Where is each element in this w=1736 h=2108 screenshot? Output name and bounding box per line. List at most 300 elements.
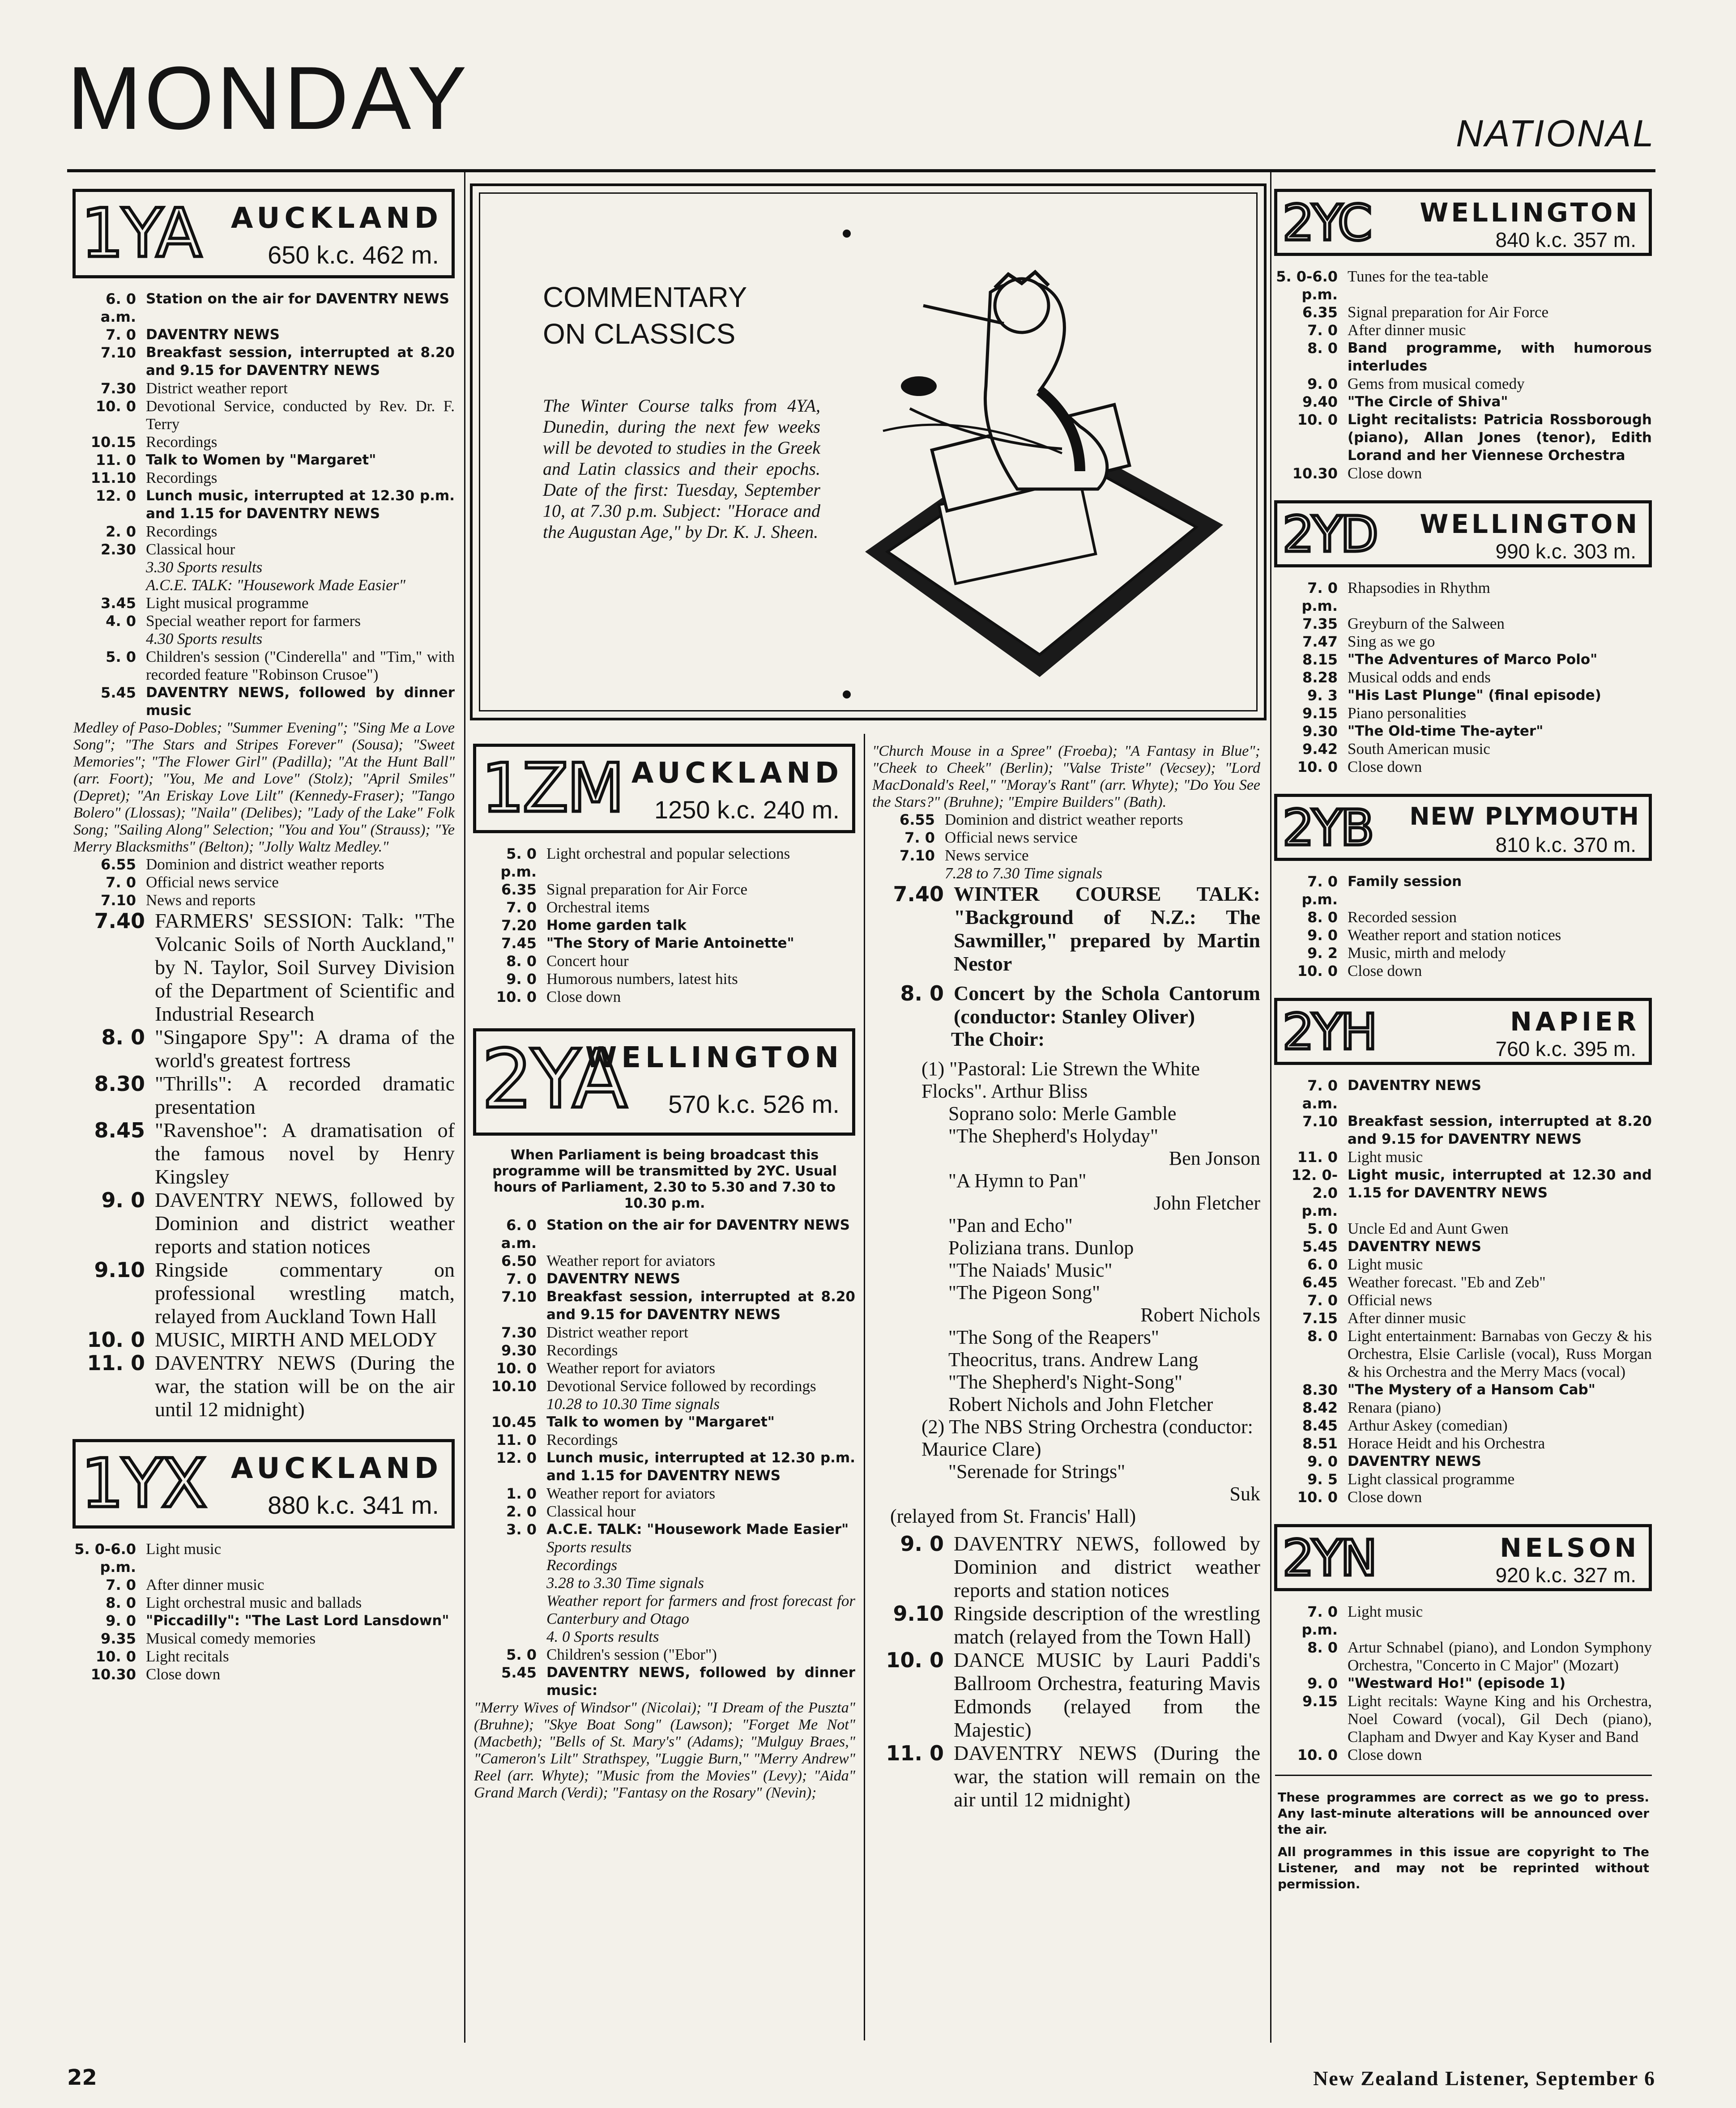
city-2yn: NELSON [1500, 1533, 1640, 1563]
schedule-row [73, 1594, 455, 1612]
city-1zm: AUCKLAND [631, 757, 843, 790]
schedule-time: 10. 0 [496, 988, 537, 1005]
schedule-description: Close down [546, 988, 621, 1005]
station-header-2yn [1274, 1524, 1652, 1591]
freq-2yd: 990 k.c. 303 m. [1495, 540, 1636, 563]
choir-line: Soprano solo: Merle Gamble [948, 1103, 1177, 1124]
choir-line: John Fletcher [1153, 1192, 1260, 1214]
schedule-time: 5. 0 [506, 1646, 537, 1663]
schedule-description: Signal preparation for Air Force [1348, 303, 1549, 321]
schedule-time: 6.50 [501, 1252, 537, 1269]
schedule-description: District weather report [146, 379, 288, 397]
schedule-row [1275, 669, 1652, 686]
schedule-description: 10.28 to 10.30 Time signals [546, 1395, 720, 1413]
schedule-row [1275, 1692, 1652, 1746]
choir-line: "The Naiads' Music" [948, 1259, 1113, 1281]
schedule-row [73, 451, 455, 469]
schedule-description: Light classical programme [1348, 1470, 1515, 1488]
schedule-description: News and reports [146, 891, 256, 909]
schedule-row [73, 1026, 455, 1072]
schedule-row [73, 1540, 455, 1576]
poet-illustration [829, 238, 1232, 690]
schedule-description: Light recitals: Wayne King and his Orchestra, Noel Coward (vocal), Gil Dech (piano), Clapham and Dwyer and Kay Kyser and Band [1348, 1692, 1652, 1746]
schedule-row [1275, 908, 1652, 926]
schedule-description: Special weather report for farmers [146, 612, 361, 630]
schedule-time: 8.42 [1302, 1399, 1338, 1416]
schedule-description: Light musical programme [146, 594, 309, 612]
schedule-row [474, 952, 855, 970]
schedule-time: 10. 0 [496, 1360, 537, 1377]
schedule-description: "Singapore Spy": A drama of the world's greatest fortress [155, 1026, 455, 1072]
schedule-description: Classical hour [146, 541, 235, 558]
schedule-time: 10. 0 [1297, 1746, 1338, 1763]
schedule-row [73, 856, 455, 873]
schedule-row [1275, 758, 1652, 776]
schedule-description: "Ravenshoe": A dramatisation of the famous novel by Henry Kingsley [155, 1119, 455, 1188]
schedule-time: 9.40 [1302, 393, 1338, 410]
schedule-description: Musical comedy memories [146, 1630, 316, 1647]
schedule-description: Devotional Service followed by recordings [546, 1377, 816, 1395]
schedule-time: 7. 0 p.m. [1301, 579, 1338, 614]
schedule-time: 6. 0 a.m. [501, 1217, 537, 1252]
schedule-time: 8.51 [1302, 1435, 1338, 1452]
schedule-row [474, 899, 855, 916]
schedule-description: A.C.E. TALK: "Housework Made Easier" [146, 576, 405, 594]
schedule-row [474, 916, 855, 934]
schedule-time: 10. 0 [87, 1328, 145, 1352]
schedule-description: Recordings [546, 1341, 618, 1359]
schedule-description: FARMERS' SESSION: Talk: "The Volcanic Soils of North Auckland," by N. Taylor, Soil Survey Division of the Department of Scientific and Industrial Research [155, 909, 455, 1025]
schedule-description: Light music [1348, 1256, 1423, 1273]
column-divider [464, 172, 465, 2043]
schedule-row [1275, 1327, 1652, 1381]
schedule-description: 4. 0 Sports results [546, 1628, 659, 1645]
station-header-2yb [1274, 794, 1652, 861]
column-1yа [67, 179, 461, 1683]
schedule-row [872, 864, 1260, 882]
choir-line: Suk [1229, 1483, 1260, 1505]
schedule-row [1275, 1381, 1652, 1399]
schedule-description: Weather report for aviators [546, 1485, 716, 1502]
city-1yx: AUCKLAND [230, 1452, 443, 1485]
schedule-description: DAVENTRY NEWS [1348, 1239, 1481, 1255]
schedule-description: Recordings [546, 1431, 618, 1448]
schedule-time: 5. 0 p.m. [500, 845, 537, 880]
schedule-time: 11. 0 [95, 451, 136, 468]
schedule-description: Talk to Women by "Margaret" [146, 452, 376, 468]
schedule-row [1275, 303, 1652, 321]
schedule-time: 9. 2 [1307, 945, 1338, 962]
schedule-description: Weather report for farmers and frost forecast for Canterbury and Otago [546, 1592, 855, 1627]
freq-2yc: 840 k.c. 357 m. [1495, 228, 1636, 251]
schedule-description: "The Old-time The-ayter" [1348, 723, 1544, 739]
top-rule [67, 169, 1655, 172]
callsign-2ya: 2YA [482, 1033, 626, 1126]
page-number: 22 [67, 2065, 97, 2090]
schedule-description: Light recitals [146, 1648, 229, 1665]
schedule-description: After dinner music [1348, 1309, 1466, 1327]
schedule-description: "His Last Plunge" (final episode) [1348, 687, 1601, 703]
schedule-time: 7.47 [1302, 633, 1338, 650]
schedule-description: MUSIC, MIRTH AND MELODY [155, 1328, 438, 1351]
schedule-description: Rhapsodies in Rhythm [1348, 579, 1490, 596]
schedule-time: 9.30 [501, 1342, 537, 1359]
schedule-row [1275, 873, 1652, 908]
freq-2yb: 810 k.c. 370 m. [1495, 833, 1636, 856]
city-2yc: WELLINGTON [1420, 197, 1640, 228]
schedule-row [1275, 1166, 1652, 1220]
schedule-row [474, 1288, 855, 1324]
schedule-row [1275, 393, 1652, 411]
schedule-row [1275, 1674, 1652, 1692]
schedule-description: Close down [1348, 1746, 1422, 1763]
schedule-row [73, 1576, 455, 1594]
schedule-row [474, 881, 855, 899]
schedule-description: Recorded session [1348, 908, 1457, 926]
schedule-row [73, 873, 455, 891]
schedule-2ya [468, 1216, 862, 1699]
schedule-time: 8. 0 [1307, 1639, 1338, 1656]
schedule-row [1275, 704, 1652, 722]
schedule-description: Lunch music, interrupted at 12.30 p.m. and 1.15 for DAVENTRY NEWS [546, 1450, 855, 1484]
freq-1zm: 1250 k.c. 240 m. [654, 796, 840, 824]
freq-2yn: 920 k.c. 327 m. [1495, 1563, 1636, 1587]
schedule-row [474, 1646, 855, 1664]
schedule-description: 3.28 to 3.30 Time signals [546, 1574, 704, 1592]
choir-line: "Serenade for Strings" [948, 1461, 1126, 1482]
schedule-time: 8. 0 [1307, 909, 1338, 926]
schedule-row [474, 1628, 855, 1646]
schedule-row [1275, 1077, 1652, 1112]
schedule-description: Close down [1348, 464, 1422, 482]
schedule-description: Classical hour [546, 1503, 636, 1520]
schedule-time: 10. 0 [1297, 411, 1338, 428]
schedule-time: 8.45 [94, 1118, 145, 1142]
schedule-description: "Thrills": A recorded dramatic presentation [155, 1072, 455, 1118]
schedule-time: 10. 0 [886, 1648, 944, 1672]
schedule-row [73, 1351, 455, 1421]
schedule-row [474, 1485, 855, 1503]
schedule-2yd [1269, 579, 1658, 776]
schedule-time: 8.30 [1302, 1381, 1338, 1398]
schedule-time: 8. 0 [101, 1025, 145, 1049]
schedule-row [474, 1592, 855, 1628]
station-header-2yc [1274, 189, 1652, 256]
callsign-2yd: 2YD [1283, 506, 1377, 563]
schedule-row [1275, 321, 1652, 339]
schedule-time: 5.45 [101, 684, 136, 701]
schedule-2ya-2 [866, 811, 1267, 882]
schedule-row [1275, 339, 1652, 375]
column-2yc-2yn [1269, 179, 1658, 1892]
schedule-row [1275, 1291, 1652, 1309]
schedule-time: 7.35 [1302, 615, 1338, 632]
schedule-row [474, 1556, 855, 1574]
schedule-time: 7.10 [101, 892, 136, 909]
schedule-time: 7. 0 p.m. [1301, 873, 1338, 908]
schedule-description: Light music [1348, 1148, 1423, 1166]
schedule-description: 7.28 to 7.30 Time signals [945, 864, 1102, 882]
schedule-row [73, 576, 455, 594]
schedule-time: 5. 0 [106, 648, 136, 665]
schedule-row [474, 1341, 855, 1359]
callsign-2yc: 2YC [1283, 194, 1370, 251]
schedule-description: DAVENTRY NEWS, followed by dinner music: [546, 1665, 855, 1699]
schedule-time: 10.30 [90, 1666, 136, 1683]
schedule-description: DAVENTRY NEWS, followed by Dominion and district weather reports and station notices [954, 1532, 1260, 1601]
schedule-1ya [67, 290, 461, 720]
schedule-time: 2.30 [101, 541, 136, 558]
schedule-description: Arthur Askey (comedian) [1348, 1417, 1508, 1434]
schedule-description: Breakfast session, interrupted at 8.20 and 9.15 for DAVENTRY NEWS [146, 345, 455, 379]
station-header-2ya [473, 1028, 855, 1136]
schedule-description: Ringside description of the wrestling match (relayed from the Town Hall) [954, 1602, 1260, 1648]
schedule-time: 12. 0-2.0 p.m. [1291, 1167, 1338, 1219]
schedule-time: 9. 0 [1307, 375, 1338, 392]
schedule-time: 6.55 [101, 856, 136, 873]
schedule-description: Horace Heidt and his Orchestra [1348, 1435, 1545, 1452]
schedule-description: Light orchestral and popular selections [546, 845, 790, 862]
schedule-description: Recordings [146, 523, 218, 540]
publication-line: New Zealand Listener, September 6 [1313, 2067, 1655, 2090]
schedule-time: 9.15 [1302, 705, 1338, 722]
schedule-description: After dinner music [146, 1576, 264, 1593]
schedule-time: 9. 0 [506, 971, 537, 988]
choir-line: "A Hymn to Pan" [948, 1170, 1087, 1192]
schedule-description: "Westward Ho!" (episode 1) [1348, 1675, 1566, 1691]
schedule-time: 6.35 [1302, 304, 1338, 321]
schola-concert: 8. 0 Concert by the Schola Cantorum (conductor: Stanley Oliver) [900, 981, 1260, 1028]
feature-box [470, 183, 1267, 720]
schedule-description: District weather report [546, 1324, 688, 1341]
schedule-description: 4.30 Sports results [146, 630, 263, 647]
schedule-row [73, 397, 455, 433]
station-header-2yd [1274, 500, 1652, 567]
schedule-time: 9. 5 [1307, 1471, 1338, 1488]
bullet-dot [843, 690, 851, 698]
schedule-description: Close down [1348, 1488, 1422, 1506]
schedule-row [1275, 411, 1652, 464]
schedule-time: 9.15 [1302, 1693, 1338, 1710]
schedule-description: Sports results [546, 1538, 632, 1556]
schedule-time: 10.15 [90, 434, 136, 451]
schedule-row [73, 1648, 455, 1665]
schedule-time: 7.10 [900, 847, 935, 864]
schedule-description: Lunch music, interrupted at 12.30 p.m. and 1.15 for DAVENTRY NEWS [146, 488, 455, 522]
schedule-time [474, 1556, 546, 1574]
schedule-description: Recordings [146, 469, 218, 486]
schedule-row [1275, 1639, 1652, 1674]
city-2ya: WELLINGTON [585, 1041, 843, 1074]
schedule-description: DAVENTRY NEWS [146, 327, 280, 343]
schedule-description: Light recitalists: Patricia Rossborough (piano), Allan Jones (tenor), Edith Lorand and her Viennese Orchestra [1348, 412, 1652, 464]
schedule-row [73, 684, 455, 720]
schedule-description: Gems from musical comedy [1348, 375, 1525, 392]
schedule-row [872, 1742, 1260, 1811]
schedule-description: Concert hour [546, 952, 629, 970]
schedule-time: 7.30 [501, 1324, 537, 1341]
schedule-time: 7. 0 [106, 874, 136, 891]
schedule-row [474, 1413, 855, 1431]
schedule-row [474, 1252, 855, 1270]
schedule-description: Dominion and district weather reports [146, 856, 384, 873]
schedule-row [474, 1324, 855, 1341]
schedule-row [474, 1503, 855, 1520]
schedule-time: 7.30 [101, 380, 136, 397]
schedule-description: DAVENTRY NEWS (During the war, the station will remain on the air until 12 midnight) [954, 1742, 1260, 1811]
schedule-row [73, 523, 455, 541]
schedule-description: DAVENTRY NEWS (During the war, the station will be on the air until 12 midnight) [155, 1351, 455, 1421]
schedule-description: DANCE MUSIC by Lauri Paddi's Ballroom Orchestra, featuring Mavis Edmonds (relayed from the Majestic) [954, 1648, 1260, 1741]
schedule-time: 7.15 [1302, 1310, 1338, 1327]
schedule-description: Weather report and station notices [1348, 926, 1561, 944]
schedule-time: 9. 0 [101, 1188, 145, 1212]
schedule-description: DAVENTRY NEWS, followed by dinner music [146, 685, 455, 719]
station-header-1zm [473, 744, 855, 833]
schedule-row [474, 845, 855, 881]
schedule-time [474, 1395, 546, 1413]
feature-body: The Winter Course talks from 4YA, Dunedin, during the next few weeks will be devoted to studies in the Greek and Latin classics and their epochs. Date of the first: Tuesday, September 10, at 7.30 p.m. Subject: "Horace and the Augustan Age," by Dr. K. J. Sheen. [543, 396, 820, 542]
schedule-time: 9. 0 [1307, 1675, 1338, 1692]
callsign-1ya: 1YA [81, 195, 200, 273]
schedule-row [1275, 1112, 1652, 1148]
schedule-time: 7.10 [501, 1288, 537, 1305]
schedule-time: 3.45 [101, 595, 136, 612]
schedule-row [1275, 579, 1652, 615]
schedule-time: 7.10 [1302, 1113, 1338, 1130]
schedule-row [73, 891, 455, 909]
schedule-time: 5. 0-6.0 p.m. [1276, 268, 1338, 303]
schedule-time: 8. 0 [106, 1594, 136, 1611]
column-2ya-evening [866, 734, 1267, 1811]
schedule-time: 8. 0 [506, 953, 537, 970]
schedule-row [1275, 740, 1652, 758]
schedule-time: 7. 0 [106, 326, 136, 343]
evening-2ya [866, 1532, 1267, 1811]
schedule-description: Family session [1348, 873, 1462, 890]
schedule-2yh [1269, 1077, 1658, 1506]
freq-2yh: 760 k.c. 395 m. [1495, 1037, 1636, 1060]
schedule-description: After dinner music [1348, 321, 1466, 339]
schedule-description: Light music, interrupted at 12.30 and 1.15 for DAVENTRY NEWS [1348, 1167, 1652, 1201]
schedule-time: 10. 0 [1297, 1489, 1338, 1506]
schedule-time: 10. 0 [1297, 758, 1338, 775]
schedule-row [474, 1520, 855, 1538]
schedule-description: "The Story of Marie Antoinette" [546, 935, 794, 951]
schedule-row [73, 630, 455, 648]
schedule-time: 7. 0 [1307, 322, 1338, 339]
schedule-time: 11. 0 [87, 1351, 145, 1375]
schedule-description: Artur Schnabel (piano), and London Symphony Orchestra, "Concerto in C Major" (Mozart) [1348, 1639, 1652, 1674]
schedule-row [474, 1359, 855, 1377]
callsign-1yx: 1YX [81, 1445, 205, 1523]
schedule-row [73, 1328, 455, 1351]
schedule-row [73, 487, 455, 523]
choir-line: "The Shepherd's Night-Song" [948, 1371, 1182, 1393]
schedule-time: 7. 0 p.m. [1301, 1603, 1338, 1638]
schedule-time: 8.28 [1302, 669, 1338, 686]
schedule-description: Ringside commentary on professional wrestling match, relayed from Auckland Town Hall [155, 1258, 455, 1328]
schedule-description: Uncle Ed and Aunt Gwen [1348, 1220, 1509, 1237]
schedule-row [1275, 926, 1652, 944]
station-header-2yh [1274, 998, 1652, 1065]
schedule-description: "The Mystery of a Hansom Cab" [1348, 1382, 1595, 1398]
schedule-row [73, 1630, 455, 1648]
schedule-description: Official news service [945, 829, 1078, 846]
schedule-description: A.C.E. TALK: "Housework Made Easier" [546, 1521, 849, 1537]
callsign-2yb: 2YB [1283, 799, 1373, 856]
schedule-time: 9. 0 [1307, 927, 1338, 944]
freq-1yx: 880 k.c. 341 m. [268, 1491, 439, 1519]
schedule-description: Dominion and district weather reports [945, 811, 1183, 828]
schedule-description: Weather report for aviators [546, 1359, 716, 1377]
schedule-time: 10. 0 [95, 398, 136, 415]
schedule-description: Light music [146, 1540, 222, 1558]
section-label: NATIONAL [1456, 112, 1655, 154]
schedule-row [872, 1648, 1260, 1742]
schedule-description: Official news [1348, 1291, 1432, 1309]
schedule-time: 12. 0 [496, 1449, 537, 1466]
schedule-description: Breakfast session, interrupted at 8.20 and 9.15 for DAVENTRY NEWS [546, 1289, 855, 1323]
schedule-row [1275, 1435, 1652, 1452]
schedule-time [872, 864, 945, 882]
schedule-time [73, 576, 146, 594]
schedule-row [872, 829, 1260, 847]
schedule-time: 8. 0 [1307, 340, 1338, 357]
schedule-time [474, 1628, 546, 1646]
divider [1275, 1775, 1652, 1776]
schedule-row [73, 909, 455, 1026]
schedule-time: 8.45 [1302, 1417, 1338, 1434]
callsign-2yh: 2YH [1283, 1003, 1376, 1060]
schedule-description: DAVENTRY NEWS [546, 1271, 680, 1287]
schedule-row [73, 433, 455, 451]
schedule-description: Children's session ("Ebor") [546, 1646, 717, 1663]
choir-line: "The Song of the Reapers" [948, 1326, 1159, 1348]
disclaimer-accuracy: These programmes are correct as we go to press. Any last-minute alterations will be announced over the air. [1278, 1790, 1649, 1837]
schedule-time: 7. 0 [106, 1576, 136, 1593]
schedule-row [73, 1188, 455, 1258]
schedule-row [73, 594, 455, 612]
schedule-row [474, 1270, 855, 1288]
schedule-description: News service [945, 847, 1029, 864]
city-2yd: WELLINGTON [1420, 509, 1640, 539]
schedule-description: DAVENTRY NEWS, followed by Dominion and district weather reports and station notices [155, 1188, 455, 1258]
choir-line: Poliziana trans. Dunlop [948, 1237, 1134, 1259]
schedule-row [1275, 1417, 1652, 1435]
schedule-description: "The Adventures of Marco Polo" [1348, 652, 1598, 668]
schedule-time: 9. 0 [900, 1532, 944, 1556]
schedule-description: Renara (piano) [1348, 1399, 1441, 1416]
schedule-time [73, 558, 146, 576]
schedule-description: Station on the air for DAVENTRY NEWS [146, 291, 449, 307]
schedule-description: Weather forecast. "Eb and Zeb" [1348, 1273, 1546, 1291]
dinner-music-1ya: Medley of Paso-Dobles; "Summer Evening"; "Sing Me a Love Song"; "The Stars and Stripes Forever" (Sousa); "Sweet Memories"; "The Flower Girl" (Padilla); "At the Hunt Ball" (arr. Foort); "You, Me and Love" (Stolz); "April Smiles" (Depret); "An Eriskay Love Lilt" (Kennedy-Fraser); "Tango Bolero" (Llossas); "Naila" (Delibes); "Lady of the Lake" Folk Song; "Sailing Along" Selection; "You and You" (Strauss); "Ye Merry Blacksmiths" (Belton); "Jolly Waltz Medley." [73, 720, 455, 855]
city-1ya: AUCKLAND [230, 202, 443, 235]
column-1zm-2ya [468, 734, 862, 1801]
schedule-row [1275, 1488, 1652, 1506]
schedule-row [1275, 1220, 1652, 1238]
schedule-row [73, 541, 455, 558]
schedule-description: South American music [1348, 740, 1490, 758]
schedule-row [872, 1532, 1260, 1602]
schedule-time: 7. 0 a.m. [1302, 1077, 1338, 1112]
schedule-description: Sing as we go [1348, 633, 1435, 650]
choir-line: Theocritus, trans. Andrew Lang [948, 1349, 1199, 1371]
dinner-music-2ya-cont: "Church Mouse in a Spree" (Froeba); "A Fantasy in Blue"; "Cheek to Cheek" (Berlin); "Valse Triste" (Vecsey); "Lord MacDonald's Reel," "Moray's Rant" (arr. Whyte); "Do You See the Stars?" (Bruhne); "Empire Builders" (Bath). [872, 743, 1260, 810]
schedule-time: 10. 0 [1297, 962, 1338, 979]
schedule-time: 10.10 [491, 1378, 537, 1395]
